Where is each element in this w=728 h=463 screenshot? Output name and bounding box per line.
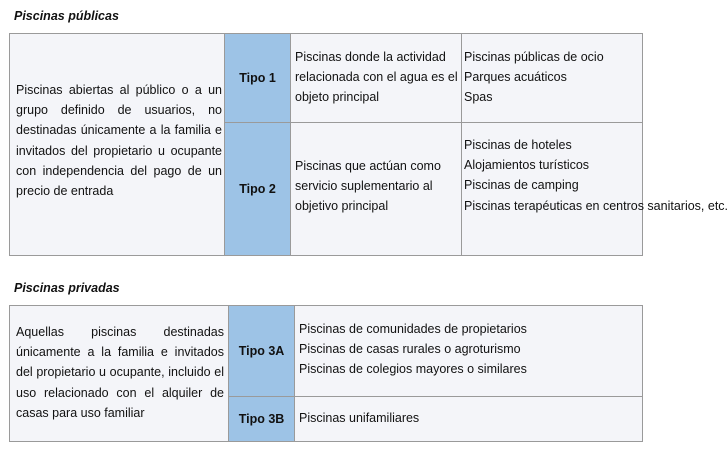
type-3b-label: Tipo 3B (229, 397, 294, 441)
divider (224, 34, 225, 255)
type-1-label: Tipo 1 (225, 34, 290, 122)
divider (294, 306, 295, 441)
private-pools-table (9, 305, 643, 442)
list-item: Parques acuáticos (464, 70, 567, 85)
list-item: Alojamientos turísticos (464, 158, 590, 173)
type-3b-examples (299, 408, 629, 428)
list-item: Piscinas unifamiliares (299, 411, 420, 425)
type-2-examples (464, 135, 728, 216)
divider (461, 34, 462, 255)
list-item: Piscinas públicas de ocio (464, 50, 604, 64)
divider (290, 34, 291, 255)
type-2-definition: Piscinas que actúan como servicio suplementario al objetivo principal (295, 159, 441, 214)
public-pools-title: Piscinas públicas (14, 9, 119, 23)
list-item: Piscinas de casas rurales o agroturismo (299, 342, 521, 357)
list-item: Piscinas de comunidades de propietarios (299, 322, 527, 336)
divider (224, 122, 642, 123)
public-pools-table (9, 33, 728, 256)
type-2-label: Tipo 2 (225, 123, 290, 255)
type-3a-label: Tipo 3A (229, 306, 294, 396)
list-item: Piscinas de hoteles (464, 138, 572, 152)
list-item: Spas (464, 90, 493, 105)
private-pools-description: Aquellas piscinas destinadas únicamente a la familia e invitados del propietario u ocupante, incluido el uso relacionado con el alquiler de casas para uso familiar (16, 325, 224, 420)
divider (228, 396, 642, 397)
list-item: Piscinas de camping (464, 178, 579, 193)
list-item: Piscinas terapéuticas en centros sanitarios, etc. (464, 198, 728, 213)
list-item: Piscinas de colegios mayores o similares (299, 362, 527, 377)
type-1-examples (464, 47, 639, 108)
type-3a-examples (299, 319, 629, 380)
private-pools-title: Piscinas privadas (14, 281, 120, 295)
public-pools-description: Piscinas abiertas al público o a un grupo definido de usuarios, no destinadas únicamente a la familia e invitados del propietario u ocupante con independencia del pago de un precio de entrada (16, 83, 222, 199)
divider (228, 306, 229, 441)
type-1-definition: Piscinas donde la actividad relacionada con el agua es el objeto principal (295, 50, 458, 105)
